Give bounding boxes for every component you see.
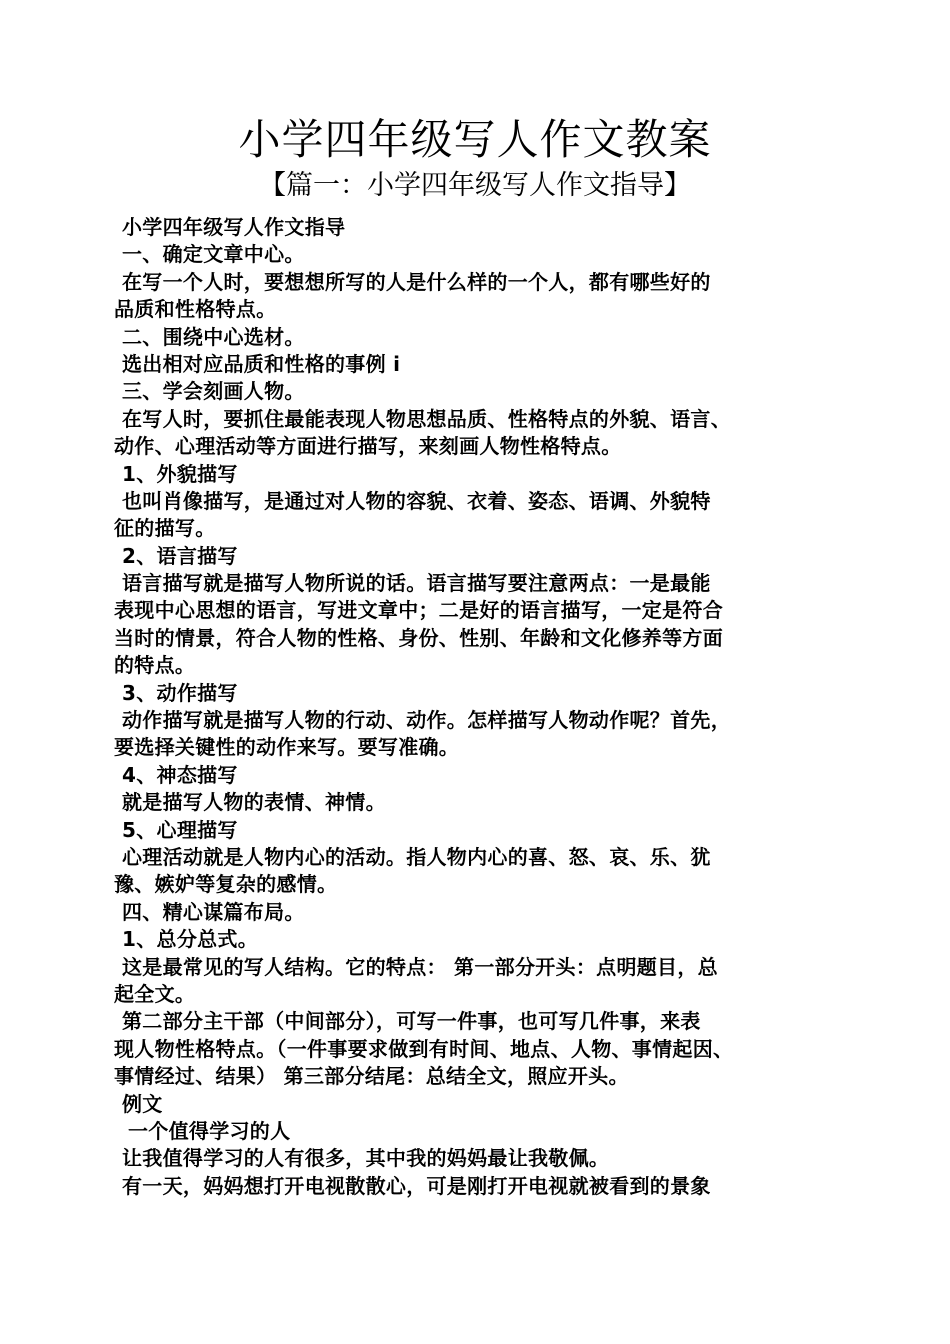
paragraph-line: 在写人时，要抓住最能表现人物思想品质、性格特点的外貌、语言、 — [122, 406, 731, 431]
document-title: 小学四年级写人作文教案 — [238, 115, 712, 164]
paragraph-line: 第二部分主干部（中间部分），可写一件事，也可写几件事，来表 — [122, 1009, 701, 1034]
section-heading: 小学四年级写人作文指导 — [122, 215, 346, 239]
paragraph-line: 征的描写。 — [114, 516, 216, 541]
paragraph-line: 表现中心思想的语言，写进文章中；二是好的语言描写，一定是符合 — [114, 598, 723, 623]
subsection-heading: 1、总分总式。 — [122, 927, 259, 952]
section-heading: 三、学会刻画人物。 — [122, 379, 305, 404]
paragraph-line: 语言描写就是描写人物所说的话。语言描写要注意两点：一是最能 — [122, 571, 711, 596]
paragraph-line: 事情经过、结果） 第三部分结尾：总结全文，照应开头。 — [114, 1064, 629, 1089]
paragraph-line: 这是最常见的写人结构。它的特点： 第一部分开头：点明题目，总 — [122, 954, 718, 979]
document-subtitle: 【篇一：小学四年级写人作文指导】 — [259, 170, 691, 201]
paragraph-line: 现人物性格特点。（一件事要求做到有时间、地点、人物、事情起因、 — [114, 1036, 734, 1061]
paragraph-line: 在写一个人时，要想想所写的人是什么样的一个人，都有哪些好的 — [122, 269, 711, 294]
subsection-heading: 5、心理描写 — [122, 817, 238, 842]
paragraph-line: 豫、嫉妒等复杂的感情。 — [114, 872, 338, 897]
section-heading: 二、围绕中心选材。 — [122, 324, 305, 349]
subsection-heading: 1、外貌描写 — [122, 461, 238, 486]
paragraph-line: 也叫肖像描写，是通过对人物的容貌、衣着、姿态、语调、外貌特 — [122, 488, 711, 513]
paragraph-line: 起全文。 — [114, 981, 196, 1006]
document-body — [114, 214, 844, 1200]
subsection-heading: 3、动作描写 — [122, 680, 238, 705]
subsection-heading: 2、语言描写 — [122, 543, 238, 568]
paragraph-line: 动作描写就是描写人物的行动、动作。怎样描写人物动作呢？首先， — [122, 708, 731, 733]
section-heading: 一、确定文章中心。 — [122, 242, 305, 267]
subsection-heading: 4、神态描写 — [122, 762, 238, 787]
paragraph-line: 选出相对应品质和性格的事例 i — [122, 351, 401, 376]
section-heading: 四、精心谋篇布局。 — [122, 899, 305, 924]
example-label: 例文 — [122, 1091, 163, 1116]
paragraph-line: 的特点。 — [114, 653, 196, 678]
paragraph-line: 要选择关键性的动作来写。要写准确。 — [114, 735, 460, 760]
paragraph-line: 当时的情景，符合人物的性格、身份、性别、年龄和文化修养等方面 — [114, 625, 723, 650]
paragraph-line: 心理活动就是人物内心的活动。指人物内心的喜、怒、哀、乐、犹 — [122, 844, 711, 869]
paragraph-line: 让我值得学习的人有很多，其中我的妈妈最让我敬佩。 — [122, 1146, 610, 1171]
paragraph-line: 品质和性格特点。 — [114, 297, 277, 322]
paragraph-line: 动作、心理活动等方面进行描写，来刻画人物性格特点。 — [114, 434, 622, 459]
example-title: 一个值得学习的人 — [128, 1118, 291, 1143]
paragraph-line: 有一天，妈妈想打开电视散散心，可是刚打开电视就被看到的景象 — [122, 1173, 711, 1198]
paragraph-line: 就是描写人物的表情、神情。 — [122, 790, 386, 815]
